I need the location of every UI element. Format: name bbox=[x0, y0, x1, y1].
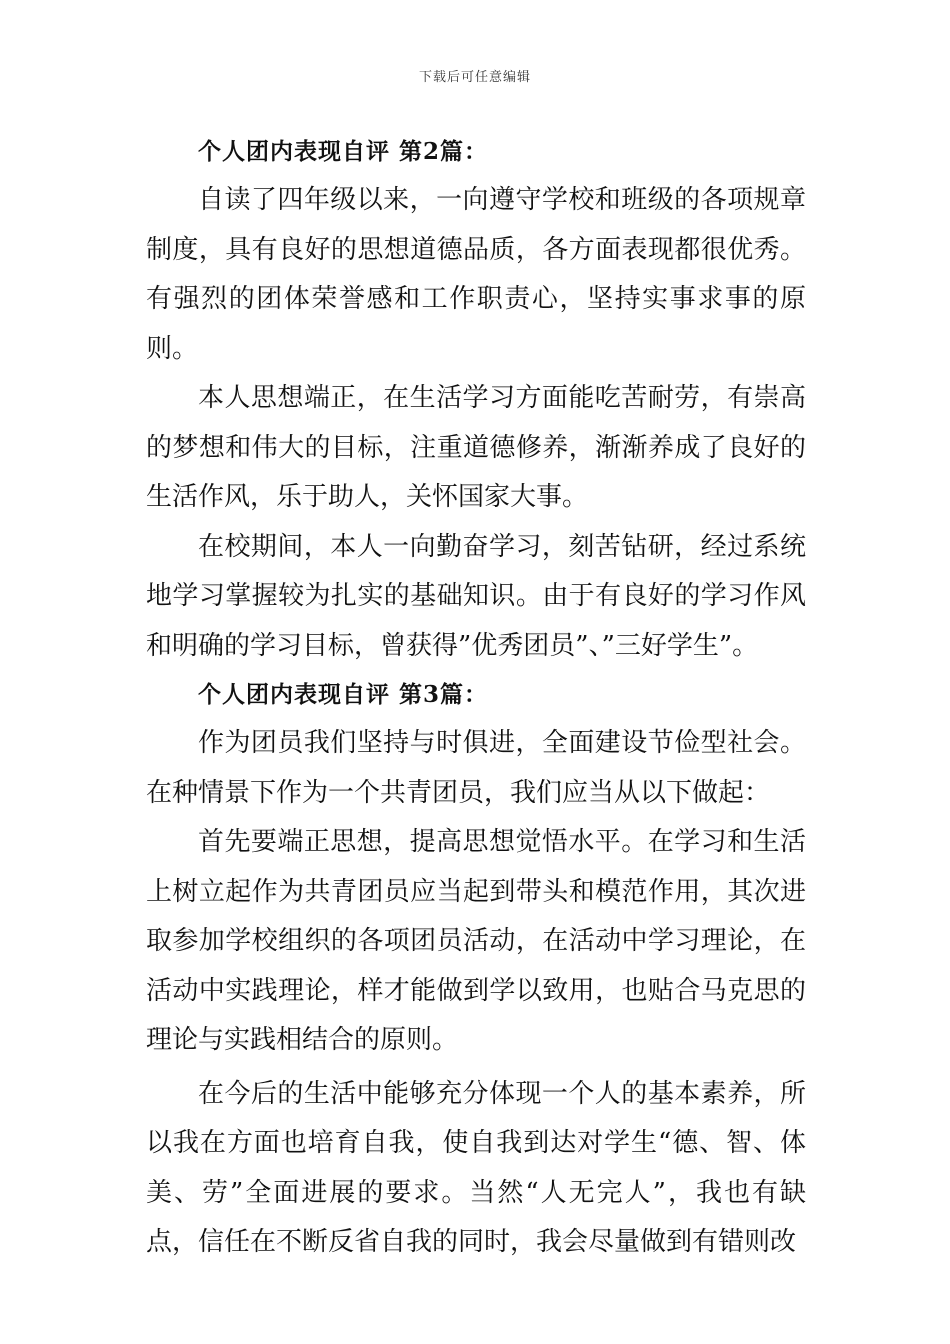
section-part-3 bbox=[146, 671, 806, 1268]
paragraph: 首先要端正思想，提高思想觉悟水平。在学习和生活上树立起作为共青团员应当起到带头和模范作用，其次进取参加学校组织的各项团员活动，在活动中学习理论，在活动中实践理论，样才能做到学以致用，也贴合马克思的理论与实践相结合的原则。 bbox=[146, 827, 806, 1055]
section-part-2 bbox=[146, 128, 806, 671]
page-header-note: 下载后可任意编辑 bbox=[418, 70, 531, 85]
document-body bbox=[146, 128, 806, 1268]
paragraph: 在今后的生活中能够充分体现一个人的基本素养，所以我在方面也培育自我，使自我到达对学生“德、智、体美、劳”全面进展的要求。当然“人无完人”，我也有缺点，信任在不断反省自我的同时，我会尽量做到有错则改 bbox=[146, 1078, 806, 1257]
paragraph: 在校期间，本人一向勤奋学习，刻苦钻研，经过系统地学习掌握较为扎实的基础知识。由于有良好的学习作风和明确的学习目标，曾获得”优秀团员”、”三好学生”。 bbox=[146, 531, 806, 661]
section-title: 个人团内表现自评 第3篇： bbox=[198, 681, 489, 708]
paragraph: 作为团员我们坚持与时俱进，全面建设节俭型社会。在种情景下作为一个共青团员，我们应当从以下做起： bbox=[146, 728, 806, 808]
paragraph: 自读了四年级以来，一向遵守学校和班级的各项规章制度，具有良好的思想道德品质，各方面表现都很优秀。有强烈的团体荣誉感和工作职责心，坚持实事求事的原则。 bbox=[146, 185, 806, 364]
paragraph: 本人思想端正，在生活学习方面能吃苦耐劳，有崇高的梦想和伟大的目标，注重道德修养，渐渐养成了良好的生活作风，乐于助人，关怀国家大事。 bbox=[146, 383, 806, 512]
section-title: 个人团内表现自评 第2篇： bbox=[198, 138, 489, 165]
